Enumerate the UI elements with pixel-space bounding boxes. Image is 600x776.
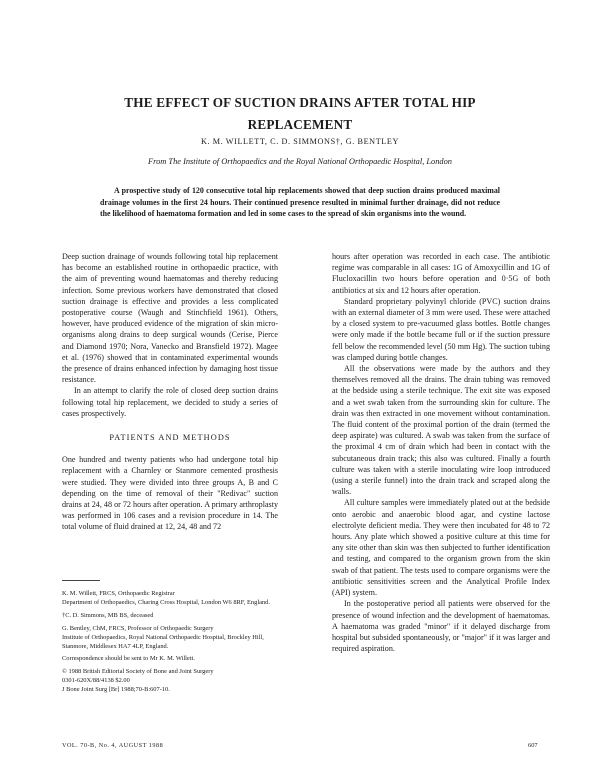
footnotes <box>62 590 278 695</box>
affiliation: From The Institute of Orthopaedics and the Royal National Orthopaedic Hospital, London <box>148 157 452 166</box>
footnote-author-3: G. Bentley, ChM, FRCS, Professor of Orthopaedic Surgery <box>62 624 214 632</box>
methods-paragraph-1: One hundred and twenty patients who had undergone total hip replacement with a Charnley or Stanmore cemented prosthesis were studied. They were divided into three groups A, B and C depending on the time of removal of their "Redivac" suction drains at 24, 48 or 72 hours after operation. A primary arthroplasty was performed in 106 cases and a revision procedure in 14. The total volume of fluid drained at 12, 24, 48 and 72 <box>62 455 278 532</box>
footnote-address-3: Institute of Orthopaedics, Royal National Orthopaedic Hospital, Brockley Hill, Stanmore, Middlesex HA7 4LP, England. <box>62 633 264 650</box>
section-heading-methods: PATIENTS AND METHODS <box>109 433 231 443</box>
methods-paragraph-2: Standard proprietary polyvinyl chloride (PVC) suction drains with an external diameter of 3 mm were used. These were attached by a closed system to pre-vacuumed glass bottles. Bottle changes were only made if the bottle became full or if the suction pressure fell below the recommended level (50 mm Hg). The suction tubing was clamped during bottle changes. <box>332 296 550 362</box>
methods-paragraph-1-cont: hours after operation was recorded in each case. The antibiotic regime was comparable in all cases: 1G of Amoxycillin and 1G of Flucloxacillin two hours before operation and 0·5G of both antibiotics at six and 12 hours after operation. <box>332 252 550 295</box>
page-number: 607 <box>528 742 538 749</box>
author-list: K. M. WILLETT, C. D. SIMMONS†, G. BENTLEY <box>200 137 400 146</box>
title-line-2: REPLACEMENT <box>247 117 353 132</box>
journal-footer: VOL. 70-B, No. 4, AUGUST 1988 <box>62 742 164 749</box>
footnote-author-2: †C. D. Simmons, MB BS, deceased <box>62 611 154 619</box>
footnote-code: 0301-620X/88/4138 $2.00 <box>62 677 130 685</box>
methods-paragraph-5: In the postoperative period all patients were observed for the presence of wound infection and the development of haematomas. A haematoma was graded "minor" if it delayed discharge from hospital but subsided spontaneously, or "major" if it was larger and required aspiration. <box>332 599 550 654</box>
intro-paragraph-1: Deep suction drainage of wounds following total hip replacement has become an established routine in orthopaedic practice, with the aim of preventing wound haematomas and thereby reducing infection. Some previous workers have demonstrated that closed suction drainage is effective and provides a less complicated postoperative course (Waugh and Stinchfield 1961). Others, however, have produced evidence of the migration of skin micro-organisms along drains to deep surgical wounds (Cerise, Pierce and Diamond 1970; Nora, Vanecko and Bransfield 1972). Magee et al. (1976) showed that in contaminated experimental wounds the presence of drains enhanced infection by damaging host tissue resistance. <box>62 252 278 385</box>
title-line-1: THE EFFECT OF SUCTION DRAINS AFTER TOTAL HIP <box>124 95 476 110</box>
abstract: A prospective study of 120 consecutive total hip replacements showed that deep suction drains produced maximal drainage volumes in the first 24 hours. Their continued presence resulted in minimal further drainage, did not reduce the likelihood of haematoma formation and led in some cases to the spread of skin organisms into the wound. <box>100 186 500 219</box>
article-title <box>60 92 540 136</box>
methods-paragraph-4: All culture samples were immediately plated out at the bedside onto aerobic and anaerobic blood agar, and cystine lactose electrolyte deficient media. They were then incubated for 48 to 72 hours. Any plate which showed a positive culture at this time for any site other than skin was then subjected to further identification and testing, and compared to the organism grown from the skin swab of that patient. The tests used to compare organisms were the antibiotic sensitivities screen and the Analytical Profile Index (API) system. <box>332 498 550 598</box>
footnote-divider <box>62 580 100 581</box>
methods-paragraph-3: All the observations were made by the authors and they themselves removed all the drains. The drain tubing was removed at the bedside using a sterile technique. The exit site was exposed and a wet swab taken from the surrounding skin for culture. The drain was then extracted in one movement without contamination. The fluid content of the proximal portion of the drain (termed the deep aspirate) was cultured. A swab was taken from the surface of the proximal 4 cm of drain which had been in contact with the subcutaneous drain track; this also was cultured. Finally a fourth culture was taken with a sterile inoculating wire loop introduced (using a sterile funnel) into the drain track and scraped along the walls. <box>332 364 550 497</box>
footnote-citation: J Bone Joint Surg [Br] 1988;70-B:607-10. <box>62 686 170 694</box>
footnote-author-1: K. M. Willett, FRCS, Orthopaedic Registrar <box>62 590 175 597</box>
left-column <box>62 251 278 533</box>
footnote-correspondence: Correspondence should be sent to Mr K. M. Willett. <box>62 655 195 663</box>
footnote-copyright: © 1988 British Editorial Society of Bone and Joint Surgery <box>62 668 214 676</box>
footnote-address-1: Department of Orthopaedics, Charing Cross Hospital, London W6 8RF, England. <box>62 598 270 606</box>
intro-paragraph-2: In an attempt to clarify the role of closed deep suction drains following total hip replacement, we decided to study a series of cases prospectively. <box>62 386 278 418</box>
right-column <box>332 251 550 654</box>
